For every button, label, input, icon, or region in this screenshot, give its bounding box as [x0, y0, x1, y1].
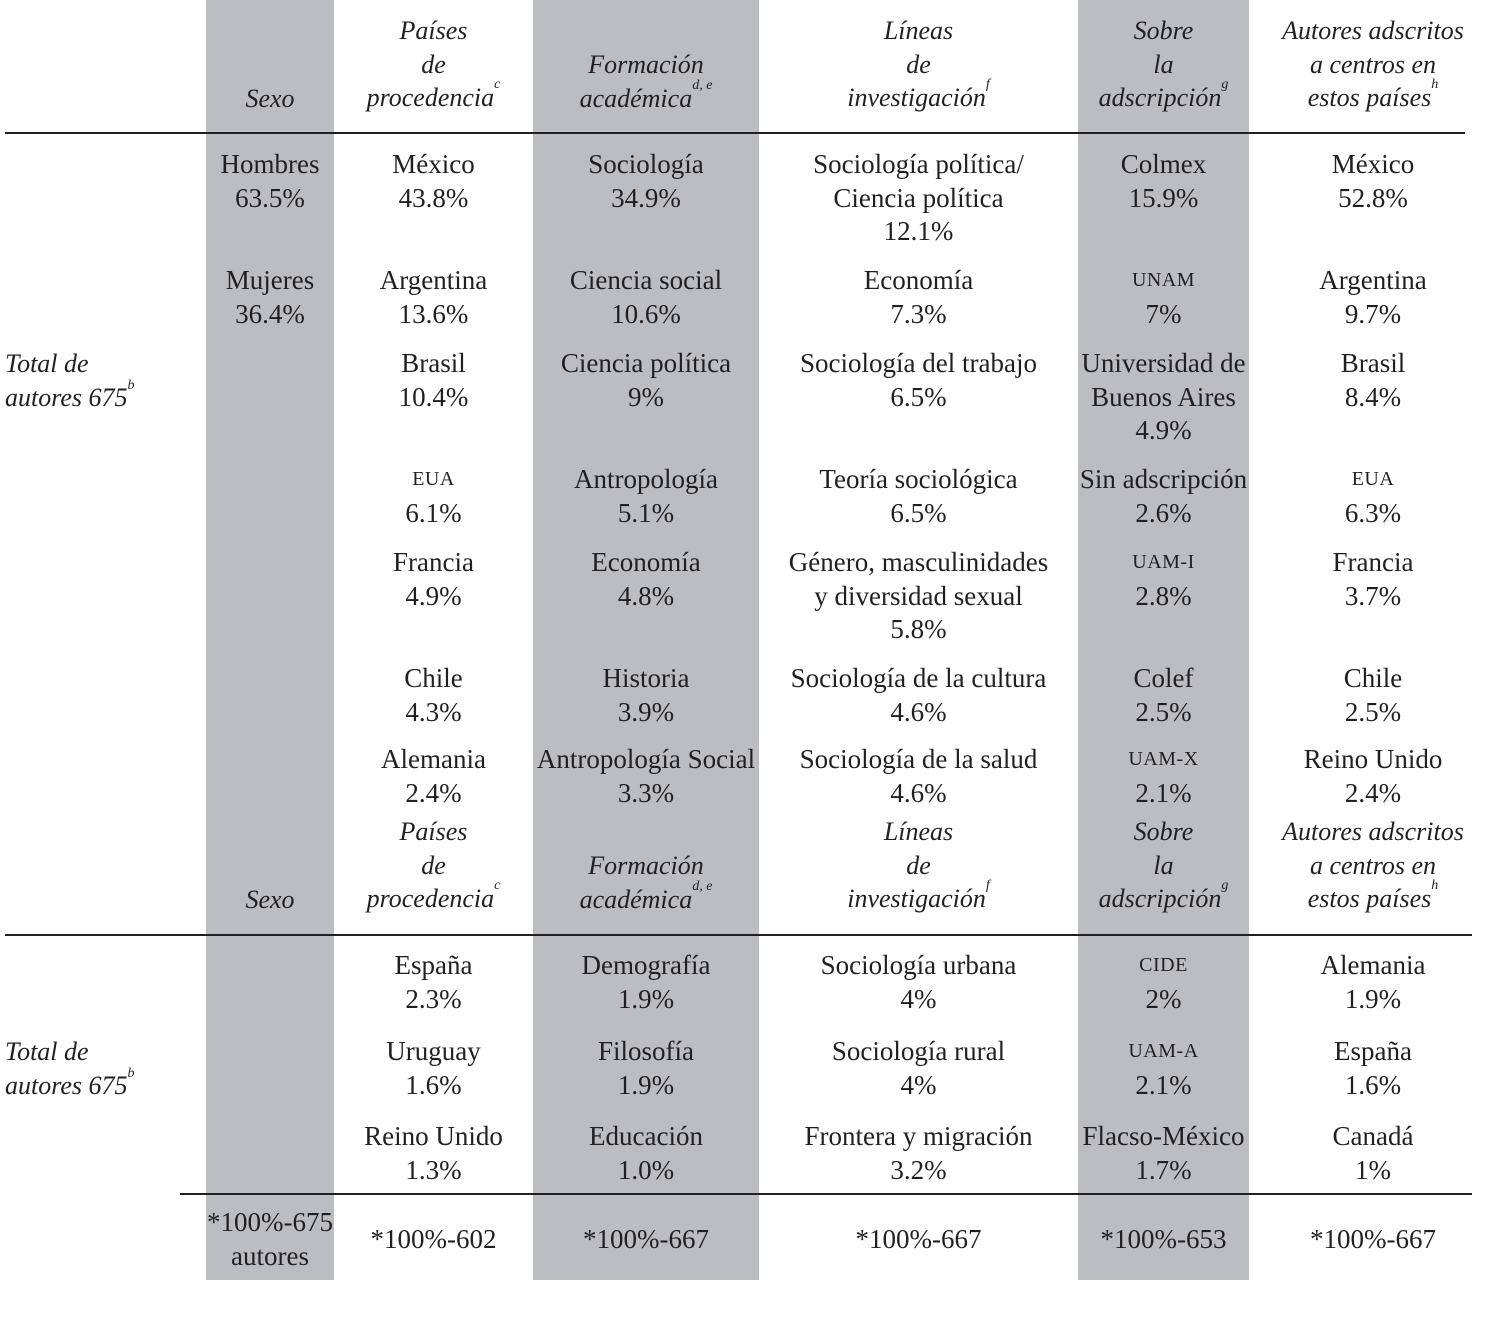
cell-value: 6.5% [890, 497, 947, 528]
cell-label: UAM-X [1128, 748, 1199, 770]
header-sobre-line2: la [1153, 49, 1174, 79]
cell-value: 2.5% [1135, 696, 1192, 727]
formacion-cell [533, 463, 759, 530]
header-lineas-line2: de [906, 49, 931, 79]
cell-value: 3.3% [617, 777, 675, 808]
header-paises-footnote: c [494, 878, 501, 893]
cell-value: 1.6% [405, 1069, 462, 1100]
paises-cell [334, 148, 533, 215]
cell-label-line2: Buenos Aires [1091, 381, 1236, 412]
formacion-cell [533, 148, 759, 215]
formacion-cell [533, 546, 759, 613]
cell-label: Sociología de la salud [799, 744, 1038, 774]
paises-cell [334, 743, 533, 810]
cell-label: Filosofía [597, 1036, 694, 1066]
header-paises-line2: de [421, 49, 446, 79]
cell-value: 6.5% [890, 381, 947, 412]
cell-value: 1.3% [405, 1154, 462, 1185]
header-lineas-line1: Líneas [883, 817, 954, 846]
cell-label: México [1331, 149, 1415, 179]
header-sobre-line3: adscripción [1098, 83, 1222, 112]
cell-label: Argentina [1319, 265, 1427, 295]
paises-cell [334, 347, 533, 414]
cell-label: Brasil [401, 348, 466, 378]
cell-label: Ciencia política [560, 348, 732, 378]
formacion-cell [533, 264, 759, 331]
lineas-cell [759, 546, 1078, 647]
cell-value: 4.9% [1135, 415, 1192, 445]
header-formacion-line1: Formación [588, 851, 704, 880]
total-autores [1254, 1223, 1492, 1257]
header-autores [1254, 14, 1492, 115]
header-paises [334, 14, 533, 115]
lineas-cell [759, 148, 1078, 249]
formacion-cell [533, 949, 759, 1016]
sobre-cell [1078, 1120, 1249, 1187]
cell-label: Antropología Social [536, 744, 756, 774]
cell-label: Demografía [581, 950, 711, 980]
cell-value: 4.3% [405, 696, 462, 727]
total-sobre-value: *100%-653 [1100, 1224, 1227, 1254]
cell-value: 1.7% [1135, 1154, 1192, 1185]
cell-label: España [394, 950, 473, 980]
cell-label: Argentina [379, 265, 488, 295]
cell-value: 5.8% [890, 614, 947, 644]
header-autores-line3: estos países [1307, 83, 1432, 112]
row-label-footnote: b [127, 377, 135, 393]
lineas-cell [759, 347, 1078, 414]
cell-label: Francia [393, 547, 474, 577]
cell-label: UAM-A [1128, 1040, 1199, 1062]
cell-value: 9.7% [1344, 298, 1402, 329]
cell-label: México [392, 149, 475, 179]
header-formacion-footnote: d, e [692, 878, 713, 894]
cell-value: 7.3% [890, 298, 947, 329]
totals-rule [180, 1193, 1472, 1195]
sexo-cell-hombres [206, 148, 334, 215]
autores-cell [1254, 949, 1492, 1016]
cell-label: Sociología de la cultura [790, 663, 1047, 693]
total-paises-value: *100%-602 [370, 1224, 497, 1254]
header-paises [334, 815, 533, 916]
autores-cell [1254, 264, 1492, 331]
autores-cell [1254, 463, 1492, 530]
row-label-total-2 [5, 1035, 135, 1102]
total-sexo-line2: autores [231, 1240, 309, 1271]
cell-value: 52.8% [1338, 182, 1408, 213]
cell-value: 3.9% [617, 696, 675, 727]
total-formacion-value: *100%-667 [583, 1224, 709, 1254]
cell-label: Sociología política/ [813, 149, 1024, 179]
header-sobre-line3: adscripción [1098, 884, 1222, 913]
cell-value: 4.8% [617, 580, 675, 611]
header-autores-line1: Autores adscritos [1282, 16, 1464, 45]
header-sobre [1078, 14, 1249, 115]
formacion-cell [533, 1120, 759, 1187]
header-sexo [206, 82, 334, 116]
header-formacion [533, 48, 759, 115]
sobre-cell [1078, 949, 1249, 1016]
autores-cell [1254, 148, 1492, 215]
header-paises-footnote: c [494, 77, 501, 92]
cell-label: Alemania [381, 744, 486, 774]
cell-label: Chile [1343, 663, 1403, 693]
lineas-cell [759, 949, 1078, 1016]
cell-value: 1.0% [617, 1154, 675, 1185]
cell-value: 36.4% [235, 298, 305, 329]
cell-value: 12.1% [883, 216, 954, 246]
header-sobre-line1: Sobre [1133, 817, 1194, 846]
header-sexo [206, 883, 334, 917]
cell-label: Chile [404, 663, 463, 693]
cell-label: Reino Unido [364, 1121, 503, 1151]
total-lineas-value: *100%-667 [855, 1224, 982, 1254]
header-paises-line3: procedencia [366, 83, 495, 112]
cell-value: 1.9% [617, 1069, 675, 1100]
header-sobre-line2: la [1153, 850, 1174, 880]
cell-label: UAM-I [1132, 551, 1195, 573]
header-lineas-line2: de [906, 850, 931, 880]
total-sexo-line1: *100%-675 [207, 1207, 333, 1237]
cell-value: 2.6% [1135, 497, 1192, 528]
total-lineas [759, 1223, 1078, 1257]
paises-cell [334, 546, 533, 613]
autores-cell [1254, 662, 1492, 729]
sobre-cell [1078, 148, 1249, 215]
cell-label: Alemania [1320, 950, 1426, 980]
header-sobre-line1: Sobre [1133, 16, 1194, 45]
cell-value: 2.3% [405, 983, 462, 1014]
total-sobre [1078, 1223, 1249, 1257]
formacion-cell [533, 662, 759, 729]
header-formacion-line1: Formación [588, 50, 704, 79]
cell-label: Economía [591, 547, 701, 577]
header-paises-line3: procedencia [366, 884, 495, 913]
header-formacion-line2: académica [579, 884, 693, 914]
sobre-cell [1078, 463, 1249, 530]
cell-label: Universidad de [1081, 348, 1246, 378]
header-sobre-footnote: g [1221, 77, 1229, 92]
cell-label: Colmex [1120, 149, 1207, 179]
sobre-cell [1078, 347, 1249, 448]
header-lineas-footnote: f [985, 878, 990, 893]
cell-value: 63.5% [235, 182, 305, 213]
cell-label: Antropología [574, 464, 718, 494]
total-paises [334, 1223, 533, 1257]
total-sexo [200, 1206, 340, 1273]
cell-value: 6.1% [405, 497, 462, 528]
sobre-cell [1078, 546, 1249, 613]
cell-label: Sociología urbana [820, 950, 1017, 980]
cell-label: CIDE [1139, 954, 1188, 976]
cell-value: 1% [1355, 1154, 1391, 1185]
cell-value: 10.4% [398, 381, 469, 412]
cell-label: Teoría sociológica [819, 464, 1018, 494]
cell-label-line2: y diversidad sexual [814, 580, 1023, 611]
cell-label: Mujeres [225, 265, 315, 295]
paises-cell [334, 463, 533, 530]
sobre-cell [1078, 743, 1249, 810]
formacion-cell [533, 1035, 759, 1102]
cell-label: Flacso-México [1082, 1121, 1245, 1151]
row-label-line1: Total de [5, 349, 89, 378]
cell-value: 4.9% [405, 580, 462, 611]
cell-value: 2.5% [1344, 696, 1402, 727]
header-rule-top [5, 132, 1465, 134]
autores-cell [1254, 1120, 1492, 1187]
header-lineas [759, 14, 1078, 115]
cell-label-line2: Ciencia política [833, 182, 1004, 213]
cell-value: 1.6% [1344, 1069, 1402, 1100]
header-lineas-line3: investigación [847, 884, 986, 913]
cell-label: Ciencia social [569, 265, 723, 295]
header-autores-footnote: h [1431, 77, 1439, 92]
header-paises-line1: Países [399, 817, 468, 846]
cell-value: 1.9% [1344, 983, 1402, 1014]
header-paises-line1: Países [399, 16, 468, 45]
cell-value: 7% [1145, 298, 1182, 329]
row-label-line2: autores 675 [5, 382, 128, 412]
lineas-cell [759, 264, 1078, 331]
total-autores-value: *100%-667 [1310, 1224, 1436, 1254]
lineas-cell [759, 463, 1078, 530]
cell-value: 6.3% [1344, 497, 1402, 528]
lineas-cell [759, 743, 1078, 810]
header-autores-line1: Autores adscritos [1282, 817, 1464, 846]
cell-label: Hombres [220, 149, 320, 179]
header-autores-line3: estos países [1307, 884, 1432, 913]
header-sexo-text: Sexo [245, 885, 295, 914]
sexo-cell-mujeres [206, 264, 334, 331]
cell-label: Canadá [1332, 1121, 1414, 1151]
header-rule-repeat [5, 934, 1472, 936]
lineas-cell [759, 1120, 1078, 1187]
cell-value: 4.6% [890, 777, 947, 808]
formacion-cell [533, 743, 759, 810]
cell-label: España [1334, 1036, 1412, 1066]
header-lineas-line1: Líneas [883, 16, 954, 45]
row-label-line2: autores 675 [5, 1070, 128, 1100]
cell-value: 4% [900, 983, 937, 1014]
header-lineas-line3: investigación [847, 83, 986, 112]
header-paises-line2: de [421, 850, 446, 880]
sobre-cell [1078, 264, 1249, 331]
header-sexo-text: Sexo [245, 84, 295, 113]
cell-label: Sociología del trabajo [800, 348, 1037, 378]
total-formacion [533, 1223, 759, 1257]
cell-label: Sociología rural [831, 1036, 1006, 1066]
cell-value: 2.1% [1135, 777, 1192, 808]
paises-cell [334, 1035, 533, 1102]
cell-value: 2.1% [1135, 1069, 1192, 1100]
cell-value: 15.9% [1128, 182, 1199, 213]
paises-cell [334, 662, 533, 729]
header-sobre [1078, 815, 1249, 916]
sobre-cell [1078, 662, 1249, 729]
autores-cell [1254, 546, 1492, 613]
autores-cell [1254, 1035, 1492, 1102]
cell-label: Historia [602, 663, 690, 693]
cell-value: 3.2% [890, 1154, 947, 1185]
cell-value: 2.8% [1135, 580, 1192, 611]
header-autores [1254, 815, 1492, 916]
header-sobre-footnote: g [1221, 878, 1229, 893]
cell-value: 4% [900, 1069, 937, 1100]
cell-label: EUA [412, 468, 455, 490]
header-lineas [759, 815, 1078, 916]
cell-value: 1.9% [617, 983, 675, 1014]
formacion-cell [533, 347, 759, 414]
cell-value: 2% [1145, 983, 1182, 1014]
cell-label: Frontera y migración [804, 1121, 1033, 1151]
header-autores-line2: a centros en [1309, 49, 1437, 79]
cell-label: Colef [1133, 663, 1194, 693]
cell-value: 4.6% [890, 696, 947, 727]
paises-cell [334, 1120, 533, 1187]
cell-label: Francia [1332, 547, 1414, 577]
header-autores-footnote: h [1431, 878, 1439, 893]
cell-value: 2.4% [405, 777, 462, 808]
cell-value: 9% [628, 381, 664, 412]
cell-value: 2.4% [1344, 777, 1402, 808]
cell-value: 5.1% [617, 497, 675, 528]
sobre-cell [1078, 1035, 1249, 1102]
row-label-footnote: b [127, 1065, 135, 1081]
lineas-cell [759, 1035, 1078, 1102]
header-formacion-footnote: d, e [692, 77, 713, 93]
row-label-total-1 [5, 347, 135, 414]
cell-label: EUA [1351, 468, 1395, 490]
cell-label: Género, masculinidades [788, 547, 1049, 577]
cell-value: 43.8% [398, 182, 469, 213]
cell-value: 13.6% [398, 298, 469, 329]
cell-label: Sin adscripción [1079, 464, 1248, 494]
cell-label: Economía [863, 265, 974, 295]
lineas-cell [759, 662, 1078, 729]
row-label-line1: Total de [5, 1037, 89, 1066]
cell-label: Sociología [588, 149, 704, 179]
paises-cell [334, 949, 533, 1016]
cell-label: UNAM [1131, 269, 1196, 291]
cell-value: 34.9% [611, 182, 681, 213]
cell-label: Reino Unido [1303, 744, 1443, 774]
cell-label: Brasil [1340, 348, 1406, 378]
cell-value: 3.7% [1344, 580, 1402, 611]
cell-value: 8.4% [1344, 381, 1402, 412]
cell-label: Uruguay [386, 1036, 481, 1066]
header-formacion [533, 849, 759, 916]
paises-cell [334, 264, 533, 331]
header-autores-line2: a centros en [1309, 850, 1437, 880]
cell-label: Educación [589, 1121, 703, 1151]
cell-value: 10.6% [611, 298, 681, 329]
autores-cell [1254, 743, 1492, 810]
header-lineas-footnote: f [985, 77, 990, 92]
header-formacion-line2: académica [579, 83, 693, 113]
autores-cell [1254, 347, 1492, 414]
